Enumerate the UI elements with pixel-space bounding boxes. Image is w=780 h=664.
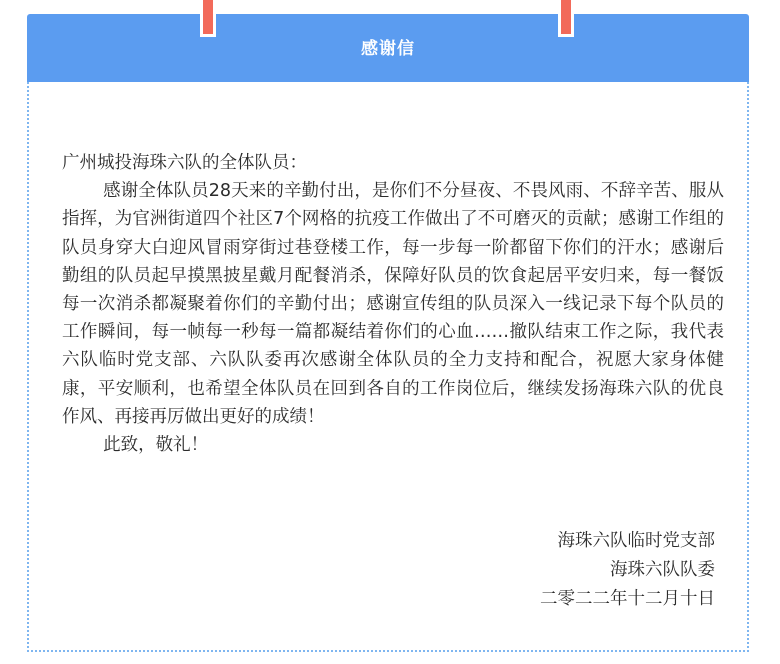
- signature-team-committee: 海珠六队队委: [610, 560, 715, 580]
- signature-party-branch: 海珠六队临时党支部: [557, 531, 715, 551]
- signature-date: 二零二二年十二月十日: [540, 589, 715, 609]
- letter-signature: [540, 527, 715, 614]
- letter-paragraph: 感谢全体队员28天来的辛勤付出，是你们不分昼夜、不畏风雨、不辞辛苦、服从指挥，为官洲街道四个社区7个网格的抗疫工作做出了不可磨灭的贡献；感谢工作组的队员身穿大白迎风冒雨穿街过巷登楼工作，每一步每一阶都留下你们的汗水；感谢后勤组的队员起早摸黑披星戴月配餐消杀，保障好队员的饮食起居平安归来，每一餐饭每一次消杀都凝聚着你们的辛勤付出；感谢宣传组的队员深入一线记录下每个队员的工作瞬间，每一帧每一秒每一篇都凝结着你们的心血……撤队结束工作之际，我代表六队临时党支部、六队队委再次感谢全体队员的全力支持和配合，祝愿大家身体健康，平安顺利，也希望全体队员在回到各自的工作岗位后，继续发扬海珠六队的优良作风、再接再厉做出更好的成绩！: [62, 181, 724, 427]
- letter-header: [27, 14, 749, 82]
- letter-closing: 此致，敬礼！: [103, 435, 209, 456]
- letter-title: 感谢信: [361, 39, 415, 59]
- right-header-tab: [558, 0, 574, 37]
- left-header-tab: [200, 0, 216, 37]
- thank-you-letter-card: [27, 14, 749, 652]
- letter-body-box: [27, 82, 749, 652]
- letter-content: [62, 149, 724, 459]
- letter-greeting: 广州城投海珠六队的全体队员：: [62, 153, 307, 173]
